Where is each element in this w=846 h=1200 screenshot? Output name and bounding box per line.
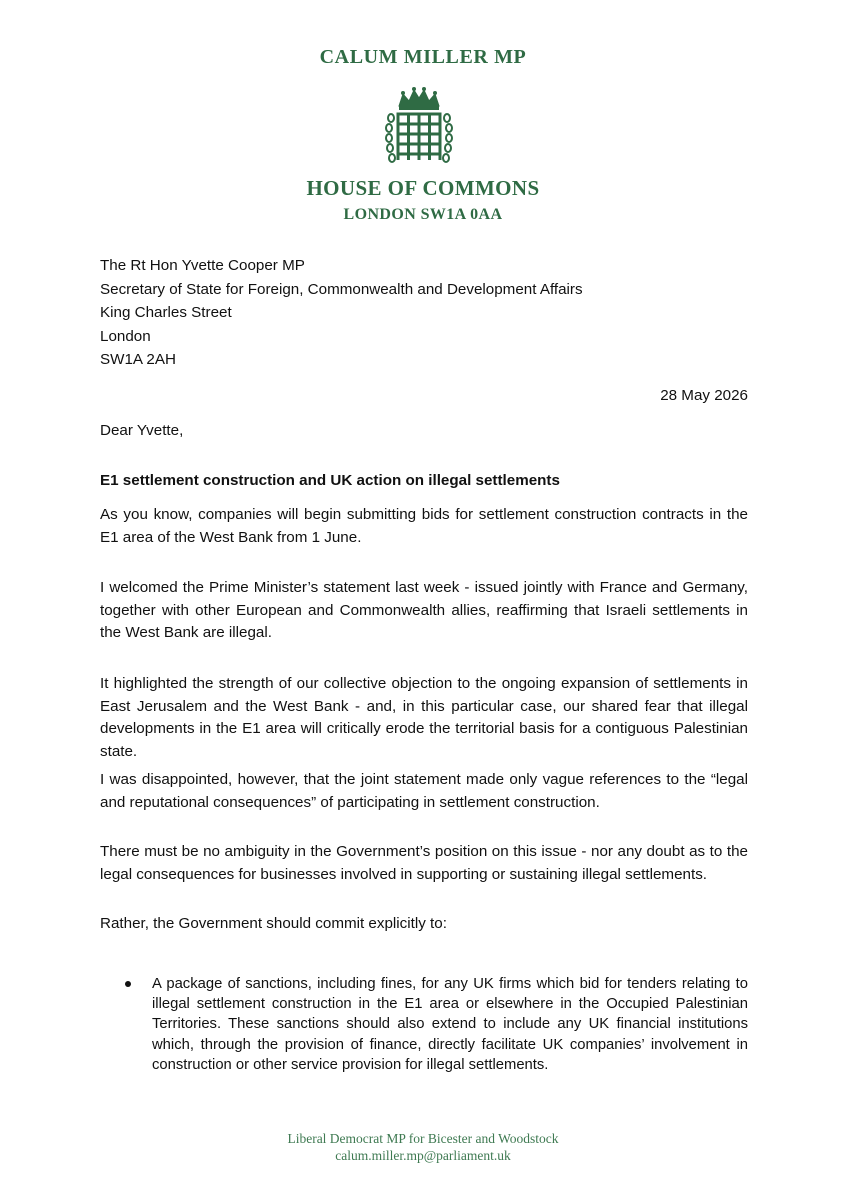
letter-date: 28 May 2026 (660, 387, 748, 404)
letterhead-house: HOUSE OF COMMONS (306, 176, 540, 200)
bullet-text: A package of sanctions, including fines, for any UK firms which bid for tenders relating to illegal settlement construction in the E1 area or elsewhere in the Occupied Palestinian Territories. These sanctions should also extend to include any UK financial institutions which, through the provision of finance, directly facilitate UK companies’ involvement in construction or other service provision for illegal settlements. (152, 976, 748, 1073)
bullet-item (100, 974, 748, 1075)
letterhead-address: LONDON SW1A 0AA (343, 206, 503, 223)
body-paragraph: I welcomed the Prime Minister’s statement last week - issued jointly with France and Germany, together with other European and Commonwealth allies, reaffirming that Israeli settlements in the West Bank are illegal. (100, 579, 748, 641)
body-paragraph: There must be no ambiguity in the Government’s position on this issue - nor any doubt as to the legal consequences for businesses involved in supporting or sustaining illegal settlements. (100, 843, 748, 883)
bullet-list (100, 974, 748, 1075)
body-paragraph: Rather, the Government should commit explicitly to: (100, 915, 447, 932)
bullet-dot-icon (125, 981, 131, 987)
body-paragraph: It highlighted the strength of our collective objection to the ongoing expansion of settlements in East Jerusalem and the West Bank - and, in this particular case, our shared fear that illegal developments in the E1 area will critically erode the territorial basis for a contiguous Palestinian state. (100, 675, 748, 760)
recipient-line: Secretary of State for Foreign, Commonwealth and Development Affairs (100, 280, 583, 298)
subject-line: E1 settlement construction and UK action on illegal settlements (100, 472, 560, 489)
recipient-line: King Charles Street (100, 304, 232, 321)
salutation: Dear Yvette, (100, 422, 184, 439)
recipient-line: London (100, 327, 151, 345)
recipient-line: The Rt Hon Yvette Cooper MP (100, 257, 305, 274)
body-paragraph: I was disappointed, however, that the joint statement made only vague references to the “legal and reputational consequences” of participating in settlement construction. (100, 771, 748, 811)
recipient-address (100, 254, 583, 372)
recipient-line: SW1A 2AH (100, 351, 176, 368)
portcullis-icon (383, 86, 455, 168)
body-paragraph: As you know, companies will begin submitting bids for settlement construction contracts in the E1 area of the West Bank from 1 June. (100, 506, 748, 546)
footer-constituency: Liberal Democrat MP for Bicester and Woodstock (287, 1131, 559, 1146)
letterhead-mp-name: CALUM MILLER MP (319, 46, 527, 68)
footer-email: calum.miller.mp@parliament.uk (335, 1148, 511, 1163)
